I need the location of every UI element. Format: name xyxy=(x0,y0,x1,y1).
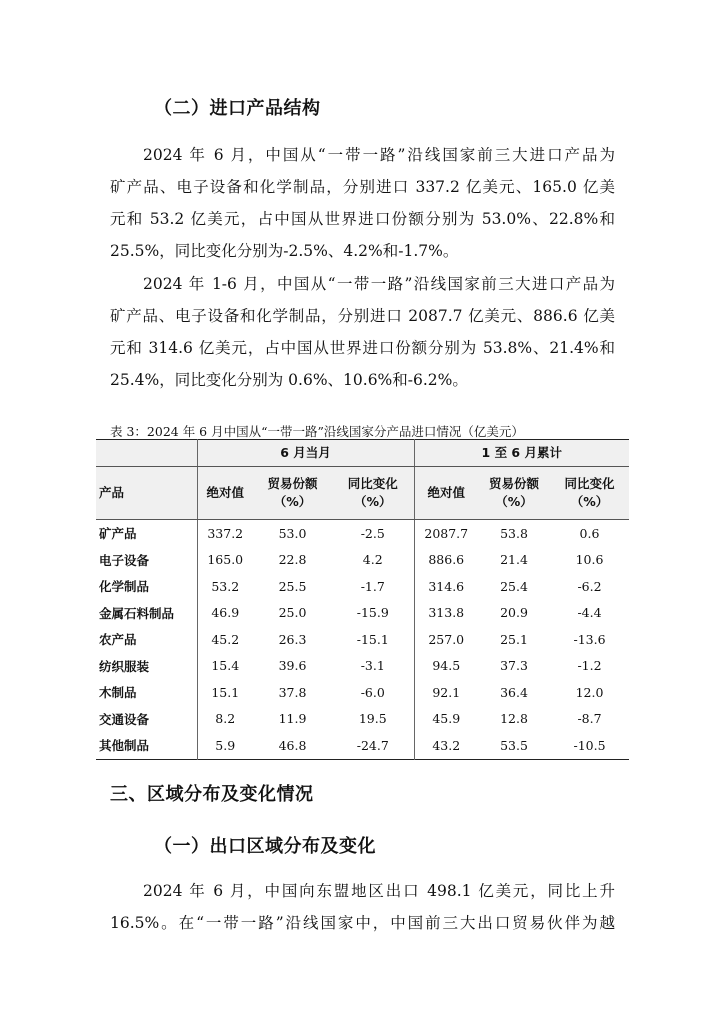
cell-cumulative-absolute: 2087.7 xyxy=(414,520,478,547)
cell-month-absolute: 15.1 xyxy=(197,679,253,706)
regional-distribution-heading: 三、区域分布及变化情况 xyxy=(110,784,314,805)
cell-month-absolute: 46.9 xyxy=(197,600,253,627)
cell-month-share: 37.8 xyxy=(278,684,307,700)
cell-cumulative-share: 21.4 xyxy=(500,552,528,568)
cell-month-change: -15.9 xyxy=(356,605,389,621)
header-cumulative-share: 贸易份额 （%） xyxy=(478,467,550,520)
cell-cumulative-absolute: 45.9 xyxy=(414,706,478,733)
cell-cumulative-absolute: 43.2 xyxy=(414,732,478,759)
cell-cumulative-share: 25.4 xyxy=(500,578,528,594)
import-products-table xyxy=(96,439,629,760)
cell-product: 矿产品 xyxy=(99,526,137,542)
cell-product: 农产品 xyxy=(99,632,137,648)
cell-cumulative-change: 0.6 xyxy=(579,525,600,541)
cell-month-change: -1.7 xyxy=(360,578,385,594)
cell-cumulative-absolute: 886.6 xyxy=(414,547,478,574)
paragraph1-line2: 矿产品、电子设备和化学制品，分别进口 337.2 亿美元、165.0 亿美 xyxy=(110,178,615,196)
header-month-share: 贸易份额 （%） xyxy=(253,467,332,520)
cell-month-absolute: 5.9 xyxy=(197,732,253,759)
cell-cumulative-change: -8.7 xyxy=(577,711,602,727)
cell-month-change: -15.1 xyxy=(356,631,389,647)
cell-cumulative-share: 36.4 xyxy=(500,684,528,700)
cell-cumulative-change: -10.5 xyxy=(573,737,606,753)
cell-cumulative-share: 53.8 xyxy=(500,525,528,541)
cell-cumulative-absolute: 257.0 xyxy=(414,626,478,653)
paragraph2-line3: 元和 314.6 亿美元，占中国从世界进口份额分别为 53.8%、21.4%和 xyxy=(110,339,615,357)
cell-month-change: -24.7 xyxy=(356,737,389,753)
header-product: 产品 xyxy=(96,467,197,520)
paragraph2-line4: 25.4%，同比变化分别为 0.6%、10.6%和-6.2%。 xyxy=(110,371,468,389)
cell-month-absolute: 165.0 xyxy=(197,547,253,574)
header-cumulative-absolute: 绝对值 xyxy=(414,467,478,520)
cell-month-absolute: 15.4 xyxy=(197,653,253,680)
cell-month-change: -6.0 xyxy=(360,684,385,700)
cell-cumulative-share: 25.1 xyxy=(500,631,528,647)
header-cumulative-change: 同比变化 （%） xyxy=(550,467,629,520)
cell-month-absolute: 53.2 xyxy=(197,573,253,600)
cell-cumulative-change: -1.2 xyxy=(577,658,602,674)
cell-product: 金属石料制品 xyxy=(99,605,175,621)
cell-month-share: 39.6 xyxy=(278,658,307,674)
table-row xyxy=(96,573,629,600)
cell-cumulative-share: 12.8 xyxy=(500,711,528,727)
cell-product: 化学制品 xyxy=(99,579,150,595)
cell-month-share: 25.0 xyxy=(278,605,307,621)
cell-month-share: 46.8 xyxy=(278,737,307,753)
paragraph3-line1: 2024 年 6 月，中国向东盟地区出口 498.1 亿美元，同比上升 xyxy=(143,882,615,900)
cell-month-share: 53.0 xyxy=(278,525,307,541)
cell-month-absolute: 337.2 xyxy=(197,520,253,547)
cell-cumulative-change: -6.2 xyxy=(577,578,602,594)
paragraph1-line3: 元和 53.2 亿美元，占中国从世界进口份额分别为 53.0%、22.8%和 xyxy=(110,210,615,228)
paragraph1-line4: 25.5%，同比变化分别为-2.5%、4.2%和-1.7%。 xyxy=(110,242,459,260)
paragraph1-line1: 2024 年 6 月，中国从“一带一路”沿线国家前三大进口产品为 xyxy=(143,146,615,164)
header-group-cumulative: 1 至 6 月累计 xyxy=(414,440,629,467)
table-row xyxy=(96,520,629,547)
import-structure-heading: （二）进口产品结构 xyxy=(154,98,321,119)
cell-month-share: 25.5 xyxy=(278,578,307,594)
cell-month-share: 26.3 xyxy=(278,631,307,647)
cell-cumulative-change: -4.4 xyxy=(577,605,602,621)
table-caption: 表 3：2024 年 6 月中国从“一带一路”沿线国家分产品进口情况（亿美元） xyxy=(110,424,524,439)
cell-cumulative-absolute: 92.1 xyxy=(414,679,478,706)
cell-cumulative-share: 20.9 xyxy=(500,605,528,621)
cell-month-share: 22.8 xyxy=(278,552,307,568)
header-month-change: 同比变化 （%） xyxy=(332,467,414,520)
cell-cumulative-change: 12.0 xyxy=(575,684,604,700)
cell-cumulative-change: -13.6 xyxy=(573,631,606,647)
paragraph2-line1: 2024 年 1-6 月，中国从“一带一路”沿线国家前三大进口产品为 xyxy=(143,275,615,293)
cell-month-absolute: 8.2 xyxy=(197,706,253,733)
table-row xyxy=(96,547,629,574)
cell-month-absolute: 45.2 xyxy=(197,626,253,653)
header-blank xyxy=(96,440,197,467)
cell-product: 木制品 xyxy=(99,685,137,701)
table-row xyxy=(96,626,629,653)
table-row xyxy=(96,600,629,627)
header-group-month: 6 月当月 xyxy=(197,440,414,467)
cell-product: 其他制品 xyxy=(99,738,150,754)
cell-month-change: -2.5 xyxy=(360,525,385,541)
cell-cumulative-share: 53.5 xyxy=(500,737,528,753)
paragraph2-line2: 矿产品、电子设备和化学制品，分别进口 2087.7 亿美元、886.6 亿美 xyxy=(110,307,615,325)
table-row xyxy=(96,653,629,680)
table-row xyxy=(96,706,629,733)
header-month-absolute: 绝对值 xyxy=(197,467,253,520)
cell-cumulative-absolute: 313.8 xyxy=(414,600,478,627)
cell-product: 交通设备 xyxy=(99,711,150,727)
cell-cumulative-absolute: 314.6 xyxy=(414,573,478,600)
cell-cumulative-change: 10.6 xyxy=(575,552,604,568)
cell-month-share: 11.9 xyxy=(278,711,307,727)
cell-cumulative-absolute: 94.5 xyxy=(414,653,478,680)
cell-month-change: 4.2 xyxy=(362,552,383,568)
cell-cumulative-share: 37.3 xyxy=(500,658,528,674)
cell-month-change: -3.1 xyxy=(360,658,385,674)
cell-month-change: 19.5 xyxy=(358,711,387,727)
cell-product: 电子设备 xyxy=(99,552,150,568)
paragraph3-line2: 16.5%。在“一带一路”沿线国家中，中国前三大出口贸易伙伴为越 xyxy=(110,914,615,932)
cell-product: 纺织服装 xyxy=(99,658,150,674)
table-body xyxy=(96,520,629,760)
export-region-heading: （一）出口区域分布及变化 xyxy=(154,836,376,857)
table-row xyxy=(96,679,629,706)
table-row xyxy=(96,732,629,759)
